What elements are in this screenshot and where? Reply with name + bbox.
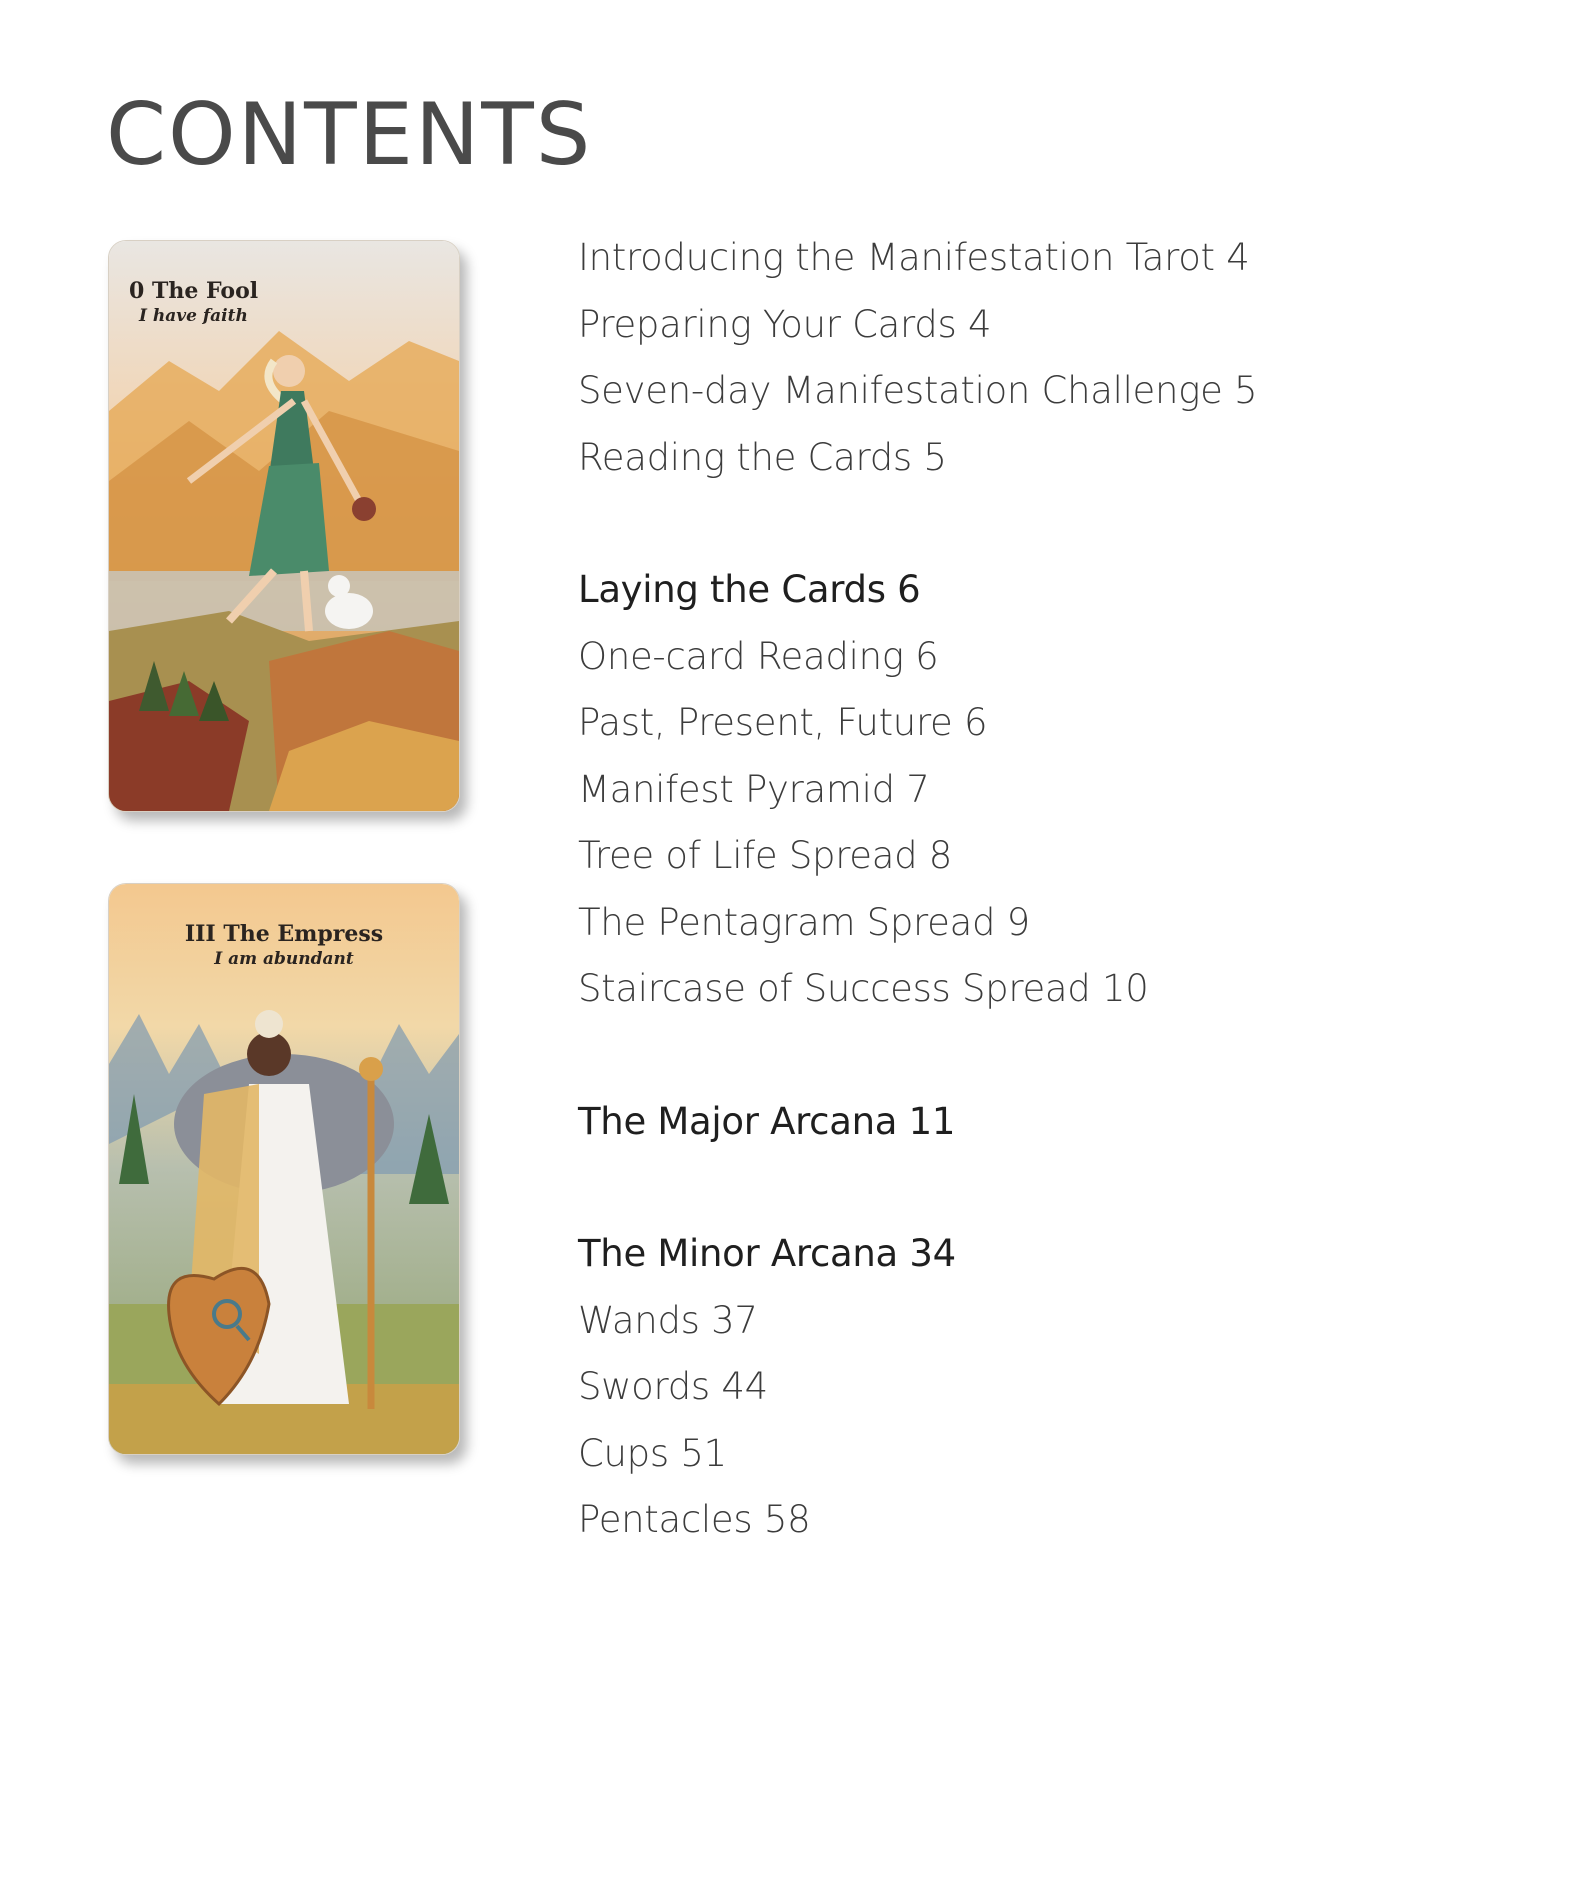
page-title: CONTENTS [106, 85, 593, 185]
toc-entry[interactable]: Seven-day Manifestation Challenge 5 [578, 369, 1258, 412]
toc-entry[interactable]: Tree of Life Spread 8 [578, 834, 953, 877]
toc-entry[interactable]: Wands 37 [578, 1298, 758, 1342]
card-affirmation: I have faith [139, 306, 248, 326]
toc-entry[interactable]: Past, Present, Future 6 [578, 701, 988, 744]
toc-entry[interactable]: The Pentagram Spread 9 [578, 900, 1030, 944]
toc-section-introduction [578, 232, 1558, 498]
toc-entry[interactable]: Cups 51 [578, 1431, 727, 1475]
toc-entry[interactable]: Preparing Your Cards 4 [578, 302, 992, 346]
toc-entry[interactable]: Pentacles 58 [578, 1498, 811, 1541]
table-of-contents [578, 232, 1558, 1561]
toc-heading[interactable]: The Minor Arcana 34 [578, 1232, 956, 1275]
the-fool-illustration [109, 241, 459, 811]
toc-entry[interactable]: One-card Reading 6 [578, 634, 939, 678]
the-empress-illustration [109, 884, 459, 1454]
toc-entry[interactable]: Swords 44 [578, 1365, 768, 1408]
toc-entry[interactable]: Staircase of Success Spread 10 [578, 967, 1149, 1010]
toc-heading[interactable]: The Major Arcana 11 [578, 1099, 956, 1143]
card-title: 0 The Fool [129, 278, 259, 304]
toc-section-minor-arcana [578, 1228, 1558, 1561]
toc-section-laying-the-cards [578, 564, 1558, 1030]
card-affirmation: I am abundant [214, 949, 354, 969]
toc-entry[interactable]: Reading the Cards 5 [578, 435, 947, 479]
toc-section-major-arcana [578, 1096, 1558, 1163]
tarot-card-the-fool [108, 240, 460, 812]
toc-heading[interactable]: Laying the Cards 6 [578, 568, 921, 611]
toc-entry[interactable]: Manifest Pyramid 7 [578, 767, 930, 811]
card-title: III The Empress [184, 921, 384, 947]
toc-entry[interactable]: Introducing the Manifestation Tarot 4 [578, 236, 1250, 279]
tarot-card-the-empress [108, 883, 460, 1455]
